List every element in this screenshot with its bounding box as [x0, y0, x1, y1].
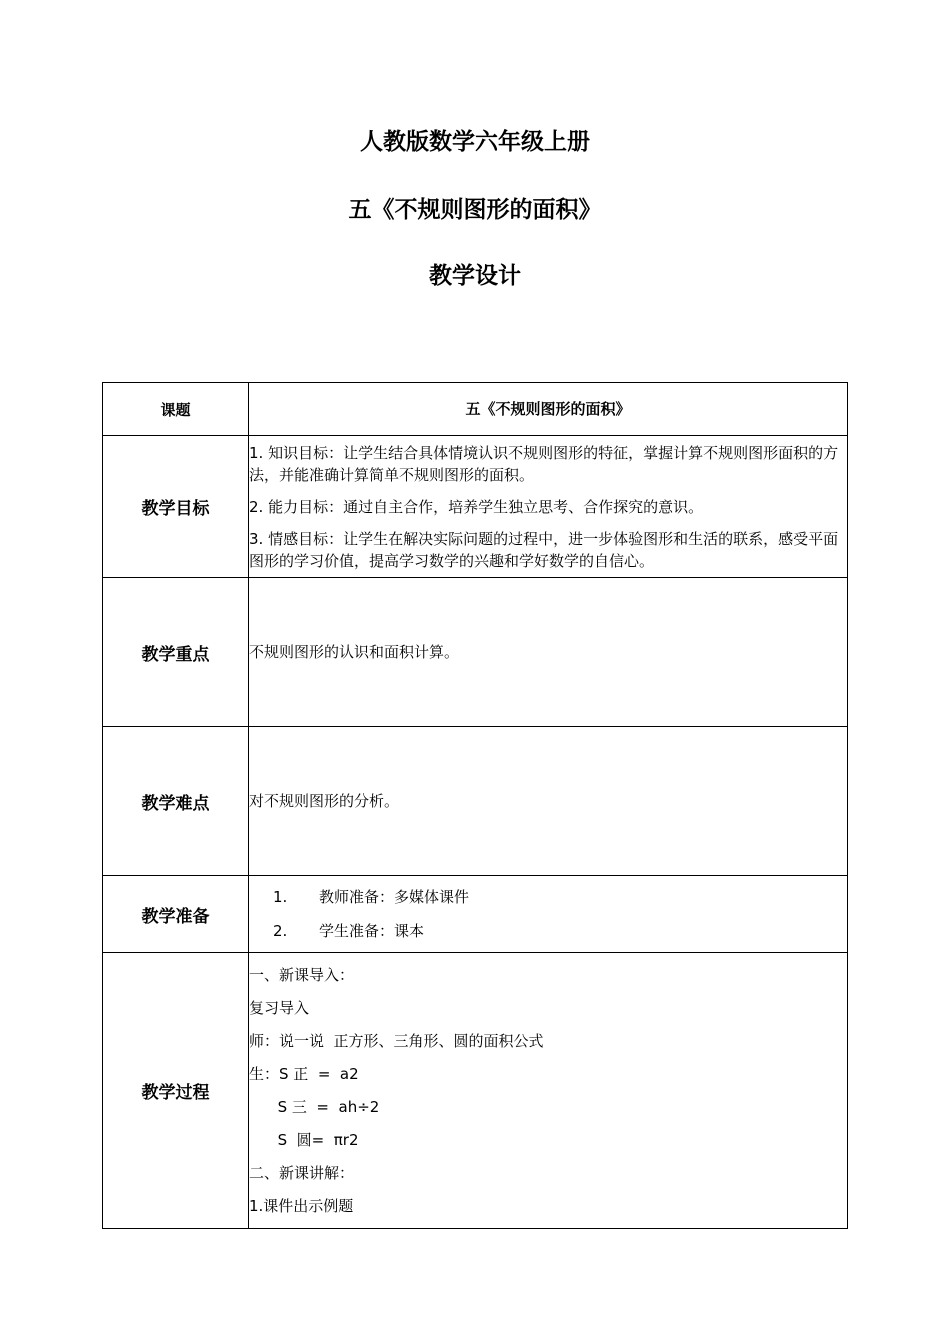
- process-line: S 圆= πr2: [249, 1130, 359, 1149]
- doc-title-line-1: 人教版数学六年级上册: [360, 129, 590, 155]
- objective-item: 1. 知识目标：让学生结合具体情境认识不规则图形的特征，掌握计算不规则图形面积的方法，并能准确计算简单不规则图形的面积。: [249, 443, 839, 484]
- process-line: 师：说一说 正方形、三角形、圆的面积公式: [249, 1031, 544, 1050]
- lesson-plan-table: [102, 382, 848, 1229]
- preparation-content: [249, 876, 848, 953]
- prep-item-text: 学生准备：课本: [319, 922, 425, 940]
- objective-item: 2. 能力目标：通过自主合作，培养学生独立思考、合作探究的意识。: [249, 497, 704, 516]
- prep-item-number: 1.: [273, 888, 288, 906]
- row-preparation: [103, 876, 848, 953]
- process-label: 教学过程: [103, 953, 249, 1229]
- process-line: 一、新课导入：: [249, 965, 355, 984]
- row-key-points: [103, 578, 848, 727]
- topic-label: 课题: [103, 383, 249, 436]
- process-line: 二、新课讲解：: [249, 1163, 355, 1182]
- row-difficulties: [103, 727, 848, 876]
- process-line: 生：S 正 = a2: [249, 1064, 359, 1083]
- objectives-label: 教学目标: [103, 436, 249, 578]
- doc-title-line-2: 五《不规则图形的面积》: [348, 197, 602, 223]
- process-content: [249, 953, 848, 1229]
- process-line: S 三 = ah÷2: [249, 1097, 380, 1116]
- objectives-content: [249, 436, 848, 578]
- row-process: [103, 953, 848, 1229]
- process-line: 1.课件出示例题: [249, 1196, 354, 1215]
- difficulties-value: 对不规则图形的分析。: [249, 727, 848, 876]
- row-objectives: [103, 436, 848, 578]
- prep-item: [249, 914, 847, 948]
- row-topic: [103, 383, 848, 436]
- topic-value: 五《不规则图形的面积》: [249, 383, 848, 436]
- key-points-label: 教学重点: [103, 578, 249, 727]
- prep-item-text: 教师准备：多媒体课件: [319, 888, 470, 906]
- difficulties-label: 教学难点: [103, 727, 249, 876]
- process-line: 复习导入: [249, 998, 310, 1017]
- doc-title-line-3: 教学设计: [429, 263, 521, 289]
- preparation-label: 教学准备: [103, 876, 249, 953]
- prep-item: [249, 880, 847, 914]
- prep-item-number: 2.: [273, 922, 288, 940]
- key-points-value: 不规则图形的认识和面积计算。: [249, 578, 848, 727]
- objective-item: 3. 情感目标：让学生在解决实际问题的过程中，进一步体验图形和生活的联系，感受平面图形的学习价值，提高学习数学的兴趣和学好数学的自信心。: [249, 529, 839, 570]
